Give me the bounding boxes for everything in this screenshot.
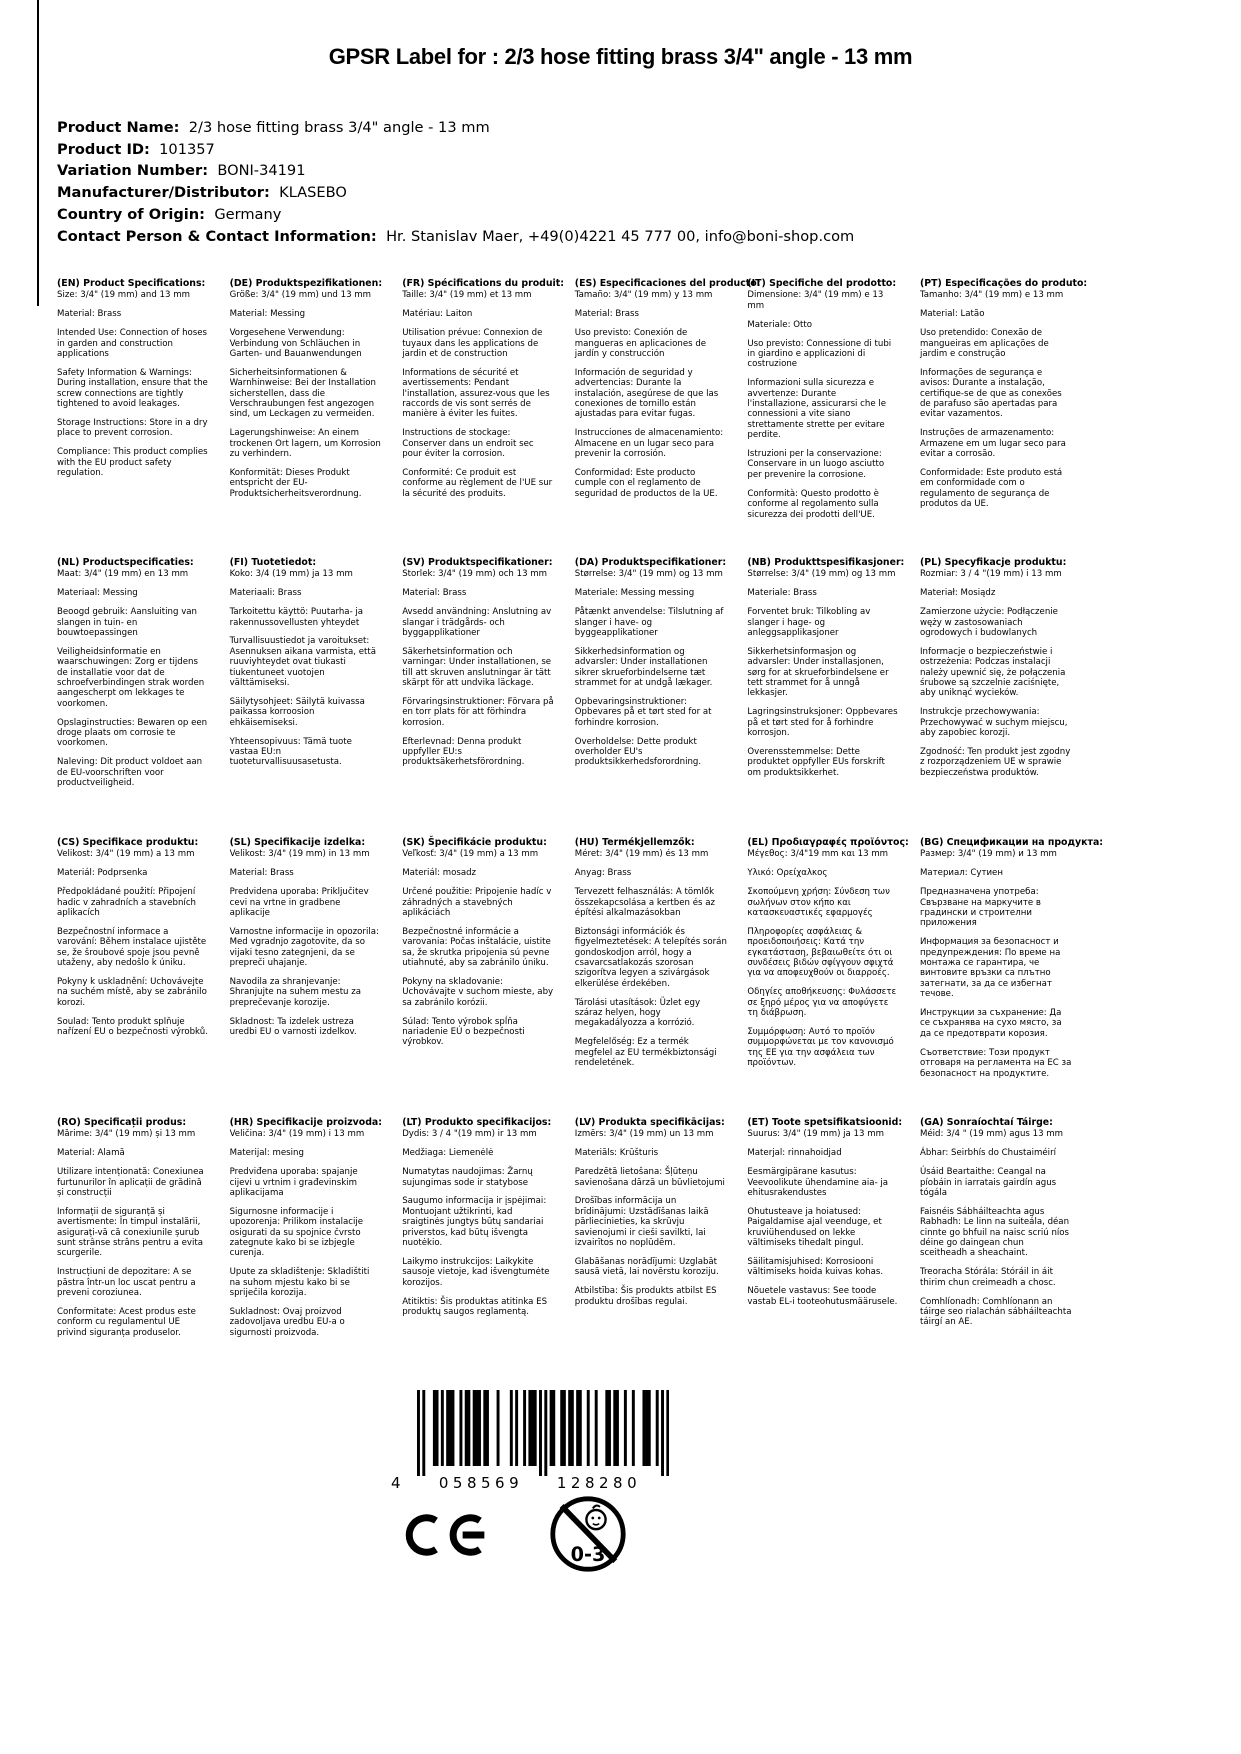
barcode-left-digits: 058569	[438, 1474, 524, 1492]
spec-block-heading: (HU) Termékjellemzők:	[574, 837, 695, 848]
spec-paragraph: Σκοπούμενη χρήση: Σύνδεση των σωλήνων στον κήπο και κατασκευαστικές εφαρμογές	[747, 887, 890, 918]
spec-paragraph: Yhteensopivuus: Tämä tuote vastaa EU:n tuoteturvallisuusasetusta.	[229, 736, 352, 768]
spec-block-hu	[575, 837, 748, 1117]
spec-paragraph: Материал: Сутиен	[919, 868, 1003, 879]
spec-paragraph: Materiāls: Krūšturis	[574, 1148, 659, 1159]
spec-block-heading: (FR) Spécifications du produit:	[402, 278, 564, 289]
spec-block-heading: (HR) Specifikacije proizvoda:	[229, 1117, 382, 1128]
age-warning-label: 0-3	[570, 1543, 606, 1567]
spec-paragraph: Beoogd gebruik: Aansluiting van slangen in tuin- en bouwtoepassingen	[57, 607, 197, 638]
spec-block-heading: (RO) Specificații produs:	[57, 1117, 187, 1128]
spec-block-pl	[920, 557, 1093, 837]
spec-paragraph: Sukladnost: Ovaj proizvod zadovoljava uredbu EU-a o sigurnosti proizvoda.	[229, 1306, 345, 1338]
spec-block-heading: (NB) Produkttspesifikasjoner:	[747, 557, 905, 568]
spec-paragraph: Größe: 3/4" (19 mm) und 13 mm	[229, 290, 372, 301]
spec-paragraph: Инструкции за съхранение: Да се съхранява на сухо място, за да се предотврати корозия.	[919, 1008, 1062, 1039]
spec-paragraph: Informações de segurança e avisos: Durante a instalação, certifique-se de que as conexões de parafuso são apertadas para evitar vazamentos.	[919, 367, 1062, 420]
spec-paragraph: Laikymo instrukcijos: Laikykite sausoje vietoje, kad išvengtumėte korozijos.	[402, 1256, 550, 1288]
spec-paragraph: Zamierzone użycie: Podłączenie węży w zastosowaniach ogrodowych i budowlanych	[919, 607, 1058, 638]
spec-paragraph: Instrucțiuni de depozitare: A se păstra într-un loc uscat pentru a preveni coroziunea.	[57, 1267, 196, 1299]
spec-paragraph: Faisnéis Sábháilteachta agus Rabhadh: Le linn na suiteála, déan cinnte go bhfuil na naisc scriú níos déine go daingean chun sceitheadh a sheachaint.	[919, 1206, 1070, 1259]
spec-block-heading: (EN) Product Specifications:	[57, 278, 206, 289]
spec-paragraph: Säilitamisjuhised: Korrosiooni vältimiseks hoida kuivas kohas.	[747, 1256, 884, 1278]
spec-paragraph: Nõuetele vastavus: See toode vastab EL-i tooteohutusmäärusele.	[747, 1286, 898, 1307]
spec-paragraph: Medžiaga: Liemenėlė	[402, 1148, 494, 1159]
spec-paragraph: Размер: 3/4" (19 mm) и 13 mm	[919, 849, 1057, 860]
spec-paragraph: Material: Messing	[229, 309, 306, 320]
spec-paragraph: Turvallisuustiedot ja varoitukset: Asennuksen aikana varmista, että ruuviyhteydet ovat tiukasti tiukentuneet vuotojen välttämiseksi.	[229, 636, 377, 688]
info-row	[57, 182, 854, 204]
spec-paragraph: Taille: 3/4" (19 mm) et 13 mm	[402, 290, 532, 301]
spec-paragraph: Mărime: 3/4" (19 mm) și 13 mm	[57, 1129, 196, 1140]
spec-paragraph: Materiál: mosadz	[402, 868, 477, 879]
spec-block-ga	[920, 1117, 1093, 1347]
spec-paragraph: Matériau: Laiton	[402, 309, 473, 320]
spec-block-de	[230, 278, 403, 557]
spec-paragraph: Pokyny k uskladnění: Uchovávejte na suchém místě, aby se zabránilo korozi.	[57, 976, 207, 1008]
spec-paragraph: Treoracha Stórála: Stóráil in áit thirim chun creimeadh a chosc.	[919, 1267, 1056, 1288]
info-row	[57, 204, 854, 226]
spec-block-ro	[57, 1117, 230, 1347]
info-row	[57, 226, 854, 248]
spec-block-heading: (EL) Προδιαγραφές προϊόντος:	[747, 837, 909, 848]
product-info	[57, 117, 854, 247]
barcode	[391, 1390, 669, 1500]
spec-paragraph: Συμμόρφωση: Αυτό το προϊόν συμμορφώνεται με τον κανονισμό της ΕΕ για την ασφάλεια των προϊόντων.	[747, 1026, 894, 1069]
info-label: Product ID:	[57, 140, 150, 158]
info-label: Manufacturer/Distributor:	[57, 184, 270, 202]
spec-paragraph: Materiaal: Messing	[57, 588, 138, 599]
spec-paragraph: Súlad: Tento výrobok spĺňa nariadenie EÚ o bezpečnosti výrobkov.	[402, 1016, 525, 1048]
spec-paragraph: Vorgesehene Verwendung: Verbindung von Schläuchen in Garten- und Bauanwendungen	[229, 328, 362, 359]
page-title: GPSR Label for : 2/3 hose fitting brass 3/4" angle - 13 mm	[328, 44, 913, 69]
info-row	[57, 160, 854, 182]
spec-paragraph: Ohutusteave ja hoiatused: Paigaldamise ajal veenduge, et kruviühendused on lekke vältimiseks tihedalt pingul.	[747, 1206, 882, 1248]
spec-block-lt	[402, 1117, 575, 1347]
spec-block-heading: (DE) Produktspezifikationen:	[229, 278, 383, 289]
spec-paragraph: Predviđena uporaba: spajanje cijevi u vrtnim i građevinskim aplikacijama	[229, 1167, 358, 1198]
spec-paragraph: Υλικό: Ορείχαλκος	[747, 868, 828, 879]
spec-paragraph: Bezpečnostné informácie a varovania: Počas inštalácie, uistite sa, že skrutka pripojenia sú pevne utiahnuté, aby sa zabránilo úniku.	[402, 926, 551, 968]
spec-paragraph: Compliance: This product complies with the EU product safety regulation.	[57, 447, 208, 478]
spec-paragraph: Opbevaringsinstruktioner: Opbevares på et tørt sted for at forhindre korrosion.	[574, 696, 712, 728]
spec-paragraph: Tervezett felhasználás: A tömlők összekapcsolása a kertben és az építési alkalmazásokban	[574, 887, 715, 918]
spec-block-heading: (BG) Спецификации на продукта:	[919, 837, 1104, 848]
spec-paragraph: Informazioni sulla sicurezza e avvertenze: Durante l'installazione, assicurarsi che le connessioni a vite siano strettamente strette per evitare perdite.	[747, 378, 887, 441]
spec-paragraph: Storage Instructions: Store in a dry place to prevent corrosion.	[57, 417, 208, 439]
info-row	[57, 117, 854, 139]
spec-paragraph: Предназначена употреба: Свързване на маркучите в градински и строителни приложения	[919, 887, 1041, 929]
spec-paragraph: Skladnost: Ta izdelek ustreza uredbi EU o varnosti izdelkov.	[229, 1016, 357, 1037]
spec-paragraph: Информация за безопасност и предупреждения: По време на монтажа се гарантира, че винтовите връзки са плътно затегнати, за да се избегнат течове.	[919, 937, 1061, 1000]
spec-block-sk	[402, 837, 575, 1117]
spec-paragraph: Opslaginstructies: Bewaren op een droge plaats om corrosie te voorkomen.	[57, 717, 208, 749]
spec-paragraph: Velikost: 3/4" (19 mm) a 13 mm	[57, 849, 195, 860]
spec-paragraph: Bezpečnostní informace a varování: Během instalace ujistěte se, že šroubové spoje jsou pevně utaženy, aby nedošlo k úniku.	[57, 926, 207, 968]
spec-paragraph: Safety Information & Warnings: During installation, ensure that the screw connections are tightly tightened to avoid leakages.	[57, 367, 208, 409]
spec-paragraph: Size: 3/4" (19 mm) and 13 mm	[57, 290, 190, 301]
spec-block-en	[57, 278, 230, 557]
age-warning-0-3-icon	[548, 1494, 628, 1578]
spec-paragraph: Conformidad: Este producto cumple con el reglamento de seguridad de productos de la UE.	[574, 467, 718, 499]
spec-paragraph: Koko: 3/4 (19 mm) ja 13 mm	[229, 569, 353, 580]
spec-paragraph: Anyag: Brass	[574, 868, 632, 879]
spec-paragraph: Atitiktis: Šis produktas atitinka ES produktų saugos reglamentą.	[402, 1296, 548, 1317]
spec-paragraph: Overholdelse: Dette produkt overholder EU's produktsikkerhedsforordning.	[574, 736, 702, 768]
spec-block-heading: (CS) Specifikace produktu:	[57, 837, 199, 848]
spec-paragraph: Numatytas naudojimas: Žarnų sujungimas sode ir statybose	[402, 1167, 533, 1188]
spec-paragraph: Materiale: Brass	[747, 588, 817, 599]
spec-block-heading: (ES) Especificaciones del producto:	[574, 278, 761, 289]
spec-paragraph: Atbilstība: Šis produkts atbilst ES produktu drošības regulai.	[574, 1286, 717, 1307]
spec-paragraph: Tárolási utasítások: Üzlet egy száraz helyen, hogy megakadályozza a korrózió.	[574, 997, 701, 1029]
spec-paragraph: Uso previsto: Conexión de mangueras en aplicaciones de jardín y construcción	[574, 328, 707, 359]
spec-paragraph: Μέγεθος: 3/4"19 mm και 13 mm	[747, 849, 889, 860]
spec-paragraph: Material: Brass	[402, 588, 467, 599]
spec-paragraph: Informations de sécurité et avertissements: Pendant l'installation, assurez-vous que les raccords de vis sont serrés de manière à éviter les fuites.	[402, 367, 550, 420]
spec-paragraph: Instructions de stockage: Conserver dans un endroit sec pour éviter la corrosion.	[402, 428, 534, 460]
spec-paragraph: Intended Use: Connection of hoses in garden and construction applications	[57, 328, 208, 359]
spec-paragraph: Pokyny na skladovanie: Uchovávajte v suchom mieste, aby sa zabránilo korózii.	[402, 976, 554, 1008]
spec-block-heading: (DA) Produktspecifikationer:	[574, 557, 727, 568]
spec-paragraph: Lagerungshinweise: An einem trockenen Ort lagern, um Korrosion zu verhindern.	[229, 428, 381, 460]
spec-paragraph: Drošības informācija un brīdinājumi: Uzstādīšanas laikā pārliecinieties, ka skrūvju savienojumi ir cieši savilkti, lai izvairītos no noplūdēm.	[574, 1196, 709, 1248]
spec-block-heading: (PT) Especificações do produto:	[919, 278, 1088, 289]
spec-paragraph: Veličina: 3/4" (19 mm) i 13 mm	[229, 1129, 365, 1140]
spec-paragraph: Material: Alamă	[57, 1148, 125, 1159]
spec-paragraph: Uso pretendido: Conexão de mangueiras em aplicações de jardim e construção	[919, 328, 1049, 359]
spec-paragraph: Paredzētā lietošana: Šļūteņu savienošana dārzā un būvlietojumi	[574, 1167, 725, 1188]
spec-paragraph: Veľkosť: 3/4" (19 mm) a 13 mm	[402, 849, 539, 860]
info-value: 2/3 hose fitting brass 3/4" angle - 13 mm	[188, 119, 490, 136]
spec-paragraph: Materiał: Mosiądz	[919, 588, 996, 599]
spec-paragraph: Informații de siguranță și avertismente: În timpul instalării, asigurați-vă că conexiunile șurub sunt strânse strâns pentru a evita scurgerile.	[57, 1206, 204, 1259]
spec-paragraph: Rozmiar: 3 / 4 "(19 mm) i 13 mm	[919, 569, 1062, 580]
spec-block-nb	[747, 557, 920, 837]
spec-paragraph: Méid: 3/4 " (19 mm) agus 13 mm	[919, 1129, 1064, 1140]
spec-paragraph: Lagringsinstruksjoner: Oppbevares på et tørt sted for å forhindre korrosjon.	[747, 707, 898, 739]
spec-paragraph: Instruções de armazenamento: Armazene em um lugar seco para evitar a corrosão.	[919, 428, 1066, 460]
barcode-bars-icon	[417, 1390, 669, 1476]
spec-paragraph: Förvaringsinstruktioner: Förvara på en torr plats för att förhindra korrosion.	[402, 696, 554, 728]
spec-block-el	[747, 837, 920, 1117]
spec-paragraph: Ábhar: Seirbhís do Chustaiméirí	[919, 1148, 1056, 1159]
spec-paragraph: Materjal: rinnahoidjad	[747, 1148, 842, 1159]
spec-paragraph: Material: Latão	[919, 309, 985, 320]
spec-paragraph: Comhlíonadh: Comhlíonann an táirge seo rialachán sábháilteachta táirgí an AE.	[919, 1296, 1072, 1328]
spec-paragraph: Informacje o bezpieczeństwie i ostrzeżenia: Podczas instalacji należy upewnić się, że połączenia śrubowe są szczelnie zaciśnięte, aby uniknąć wycieków.	[919, 646, 1066, 699]
spec-block-heading: (NL) Productspecificaties:	[57, 557, 194, 568]
spec-block-heading: (PL) Specyfikacje produktu:	[919, 557, 1067, 568]
spec-paragraph: Sicherheitsinformationen & Warnhinweise: Bei der Installation sicherstellen, dass die Verschraubungen fest angezogen sind, um Leckagen zu vermeiden.	[229, 367, 376, 420]
info-row	[57, 139, 854, 161]
spec-block-heading: (FI) Tuotetiedot:	[229, 557, 317, 568]
spec-paragraph: Varnostne informacije in opozorila: Med vgradnjo zagotovite, da so vijaki tesno zategnjeni, da se prepreči uhajanje.	[229, 926, 379, 968]
spec-paragraph: Conformidade: Este produto está em conformidade com o regulamento de segurança de produtos da UE.	[919, 467, 1063, 510]
info-value: Germany	[214, 205, 282, 223]
barcode-right-digits: 128280	[556, 1474, 642, 1492]
info-label: Country of Origin:	[57, 205, 206, 223]
spec-paragraph: Určené použitie: Pripojenie hadíc v záhradných a stavebných aplikáciách	[402, 887, 552, 918]
spec-block-hr	[230, 1117, 403, 1347]
spec-paragraph: Información de seguridad y advertencias: Durante la instalación, asegúrese de que las conexiones de tornillo están ajustadas para evitar fugas.	[574, 367, 719, 420]
spec-paragraph: Πληροφορίες ασφάλειας & προειδοποιήσεις: Κατά την εγκατάσταση, βεβαιωθείτε ότι οι συνδέσεις βιδών σφίγγουν σφιχτά για να αποφευχθούν οι διαρροές.	[747, 926, 894, 979]
spec-paragraph: Saugumo informacija ir įspėjimai: Montuojant užtikrinti, kad sraigtinės jungtys būtų sandariai priverstos, kad būtų išvengta nuotėkio.	[402, 1196, 547, 1248]
spec-block-heading: (SK) Špecifikácie produktu:	[402, 837, 547, 848]
spec-paragraph: Konformität: Dieses Produkt entspricht der EU-Produktsicherheitsverordnung.	[229, 467, 362, 499]
spec-paragraph: Sikkerhetsinformasjon og advarsler: Under installasjonen, sørg for at skrueforbindelsene er tett strammet for å unngå lekkasjer.	[747, 646, 889, 699]
spec-block-sv	[402, 557, 575, 837]
spec-block-heading: (IT) Specifiche del prodotto:	[747, 278, 897, 289]
spec-paragraph: Material: Brass	[57, 309, 122, 320]
spec-block-fi	[230, 557, 403, 837]
spec-paragraph: Navodila za shranjevanje: Shranjujte na suhem mestu za preprečevanje korozije.	[229, 976, 362, 1008]
spec-paragraph: Säilytysohjeet: Säilytä kuivassa paikassa korroosion ehkäisemiseksi.	[229, 696, 365, 728]
spec-paragraph: Utilizare intenționată: Conexiunea furtunurilor în aplicații de grădină și construcții	[57, 1167, 204, 1198]
spec-paragraph: Úsáid Beartaithe: Ceangal na píobáin in iarratais gairdín agus tógála	[919, 1167, 1057, 1198]
spec-paragraph: Forventet bruk: Tilkobling av slanger i hage- og anleggsapplikasjoner	[747, 607, 871, 638]
spec-block-it	[747, 278, 920, 557]
info-label: Contact Person & Contact Information:	[57, 227, 377, 245]
spec-paragraph: Utilisation prévue: Connexion de tuyaux dans les applications de jardin et de construction	[402, 328, 543, 359]
spec-paragraph: Påtænkt anvendelse: Tilslutning af slanger i have- og byggeapplikationer	[574, 607, 724, 638]
spec-block-heading: (SV) Produktspecifikationer:	[402, 557, 553, 568]
spec-paragraph: Biztonsági információk és figyelmeztetések: A telepítés során gondoskodjon arról, hogy a csavarcsatlakozás szorosan szigorítva legyen a szivárgások elkerülése érdekében.	[574, 926, 727, 989]
spec-paragraph: Dydis: 3 / 4 "(19 mm) ir 13 mm	[402, 1129, 537, 1140]
spec-paragraph: Avsedd användning: Anslutning av slangar i trädgårds- och byggapplikationer	[402, 607, 552, 638]
spec-paragraph: Dimensione: 3/4" (19 mm) e 13 mm	[747, 290, 884, 311]
spec-block-cs	[57, 837, 230, 1117]
spec-paragraph: Maat: 3/4" (19 mm) en 13 mm	[57, 569, 189, 580]
spec-paragraph: Instrukcje przechowywania: Przechowywać w suchym miejscu, aby zapobiec korozji.	[919, 707, 1068, 739]
spec-paragraph: Størrelse: 3/4" (19 mm) og 13 mm	[747, 569, 896, 580]
spec-block-heading: (LT) Produkto specifikacijos:	[402, 1117, 552, 1128]
barcode-first-digit: 4	[391, 1474, 401, 1492]
info-value: 101357	[159, 140, 215, 158]
spec-block-heading: (SL) Specifikacije izdelka:	[229, 837, 366, 848]
spec-paragraph: Overensstemmelse: Dette produktet oppfyller EUs forskrift om produktsikkerhet.	[747, 746, 885, 778]
spec-block-es	[574, 278, 761, 557]
spec-paragraph: Tarkoitettu käyttö: Puutarha- ja rakennussovellusten yhteydet	[229, 607, 364, 628]
info-value: BONI-34191	[217, 162, 306, 180]
spec-grid	[57, 278, 1104, 1347]
spec-paragraph: Material: Brass	[229, 868, 294, 879]
spec-paragraph: Sigurnosne informacije i upozorenja: Prilikom instalacije osigurati da su spojnice čvrsto zategnute kako bi se izbjegle curenja.	[229, 1206, 364, 1259]
spec-paragraph: Materiál: Podprsenka	[57, 868, 148, 879]
spec-paragraph: Predvidena uporaba: Priključitev cevi na vrtne in gradbene aplikacije	[229, 887, 369, 918]
spec-paragraph: Soulad: Tento produkt splňuje nařízení EU o bezpečnosti výrobků.	[57, 1016, 208, 1037]
spec-paragraph: Sikkerhedsinformation og advarsler: Under installationen sikrer skrueforbindelserne tæt strammet for at undgå lækager.	[574, 646, 713, 688]
spec-paragraph: Méret: 3/4" (19 mm) és 13 mm	[574, 849, 709, 860]
spec-paragraph: Instrucciones de almacenamiento: Almacene en un lugar seco para prevenir la corrosión.	[574, 428, 724, 460]
spec-paragraph: Materijal: mesing	[229, 1148, 304, 1159]
spec-paragraph: Materiale: Otto	[747, 319, 812, 330]
spec-block-sl	[230, 837, 403, 1117]
spec-block-nl	[57, 557, 230, 837]
spec-paragraph: Eesmärgipärane kasutus: Veevoolikute ühendamine aia- ja ehitusrakendustes	[747, 1167, 889, 1198]
spec-block-bg	[919, 837, 1104, 1117]
spec-paragraph: Съответствие: Този продукт отговаря на регламента на ЕС за безопасност на продуктите.	[919, 1047, 1072, 1079]
spec-block-heading: (ET) Toote spetsifikatsioonid:	[747, 1117, 903, 1128]
spec-paragraph: Conformitate: Acest produs este conform cu regulamentul UE privind siguranța produselor.	[57, 1306, 196, 1338]
spec-paragraph: Storlek: 3/4" (19 mm) och 13 mm	[402, 569, 548, 580]
spec-block-lv	[575, 1117, 748, 1347]
spec-paragraph: Uso previsto: Connessione di tubi in giardino e applicazioni di costruzione	[747, 338, 892, 370]
spec-paragraph: Material: Brass	[574, 309, 639, 320]
spec-paragraph: Velikost: 3/4" (19 mm) in 13 mm	[229, 849, 370, 860]
spec-block-et	[747, 1117, 920, 1347]
spec-block-fr	[402, 278, 575, 557]
spec-paragraph: Předpokládané použití: Připojení hadic v zahradních a stavebních aplikacích	[57, 887, 196, 918]
spec-paragraph: Megfelelőség: Ez a termék megfelel az EU termékbiztonsági rendeletének.	[574, 1037, 717, 1069]
spec-paragraph: Suurus: 3/4" (19 mm) ja 13 mm	[747, 1129, 884, 1140]
spec-paragraph: Istruzioni per la conservazione: Conservare in un luogo asciutto per prevenire la corrosione.	[747, 449, 885, 480]
info-value: KLASEBO	[279, 184, 347, 202]
info-value: Hr. Stanislav Maer, +49(0)4221 45 777 00, info@boni-shop.com	[386, 227, 855, 245]
spec-paragraph: Materiaali: Brass	[229, 588, 302, 599]
spec-paragraph: Tamaño: 3/4" (19 mm) y 13 mm	[574, 290, 713, 301]
spec-paragraph: Säkerhetsinformation och varningar: Under installationen, se till att skruven anslutningar är tätt skärpt för att undvika läckage.	[402, 646, 552, 688]
info-label: Product Name:	[57, 119, 180, 136]
spec-paragraph: Οδηγίες αποθήκευσης: Φυλάσσετε σε ξηρό μέρος για να αποφύγετε τη διάβρωση.	[747, 987, 897, 1019]
spec-block-heading: (GA) Sonraíochtaí Táirge:	[919, 1117, 1053, 1128]
ce-mark-icon	[404, 1506, 486, 1568]
spec-block-da	[575, 557, 748, 837]
spec-paragraph: Størrelse: 3/4" (19 mm) og 13 mm	[574, 569, 723, 580]
spec-paragraph: Tamanho: 3/4" (19 mm) e 13 mm	[919, 290, 1064, 301]
spec-paragraph: Veiligheidsinformatie en waarschuwingen: Zorg er tijdens de installatie voor dat de schroefverbindingen strak worden aangescherpt om lekkages te voorkomen.	[57, 646, 205, 709]
spec-paragraph: Izmērs: 3/4" (19 mm) un 13 mm	[574, 1129, 714, 1140]
spec-paragraph: Conformité: Ce produit est conforme au règlement de l'UE sur la sécurité des produits.	[402, 467, 553, 499]
spec-paragraph: Glabāšanas norādījumi: Uzglabāt sausā vietā, lai novērstu koroziju.	[574, 1256, 719, 1278]
spec-block-heading: (LV) Produkta specifikācijas:	[574, 1117, 725, 1128]
spec-paragraph: Efterlevnad: Denna produkt uppfyller EU:s produktsäkerhetsförordning.	[402, 736, 525, 768]
spec-paragraph: Naleving: Dit product voldoet aan de EU-voorschriften voor productveiligheid.	[57, 757, 203, 789]
spec-paragraph: Upute za skladištenje: Skladištiti na suhom mjestu kako bi se spriječila korozija.	[229, 1267, 370, 1299]
spec-paragraph: Materiale: Messing messing	[574, 588, 695, 599]
spec-block-pt	[920, 278, 1093, 557]
spec-paragraph: Conformità: Questo prodotto è conforme al regolamento sulla sicurezza dei prodotti dell'UE.	[747, 488, 879, 520]
spec-paragraph: Zgodność: Ten produkt jest zgodny z rozporządzeniem UE w sprawie bezpieczeństwa produktów.	[919, 746, 1071, 778]
info-label: Variation Number:	[57, 162, 209, 180]
